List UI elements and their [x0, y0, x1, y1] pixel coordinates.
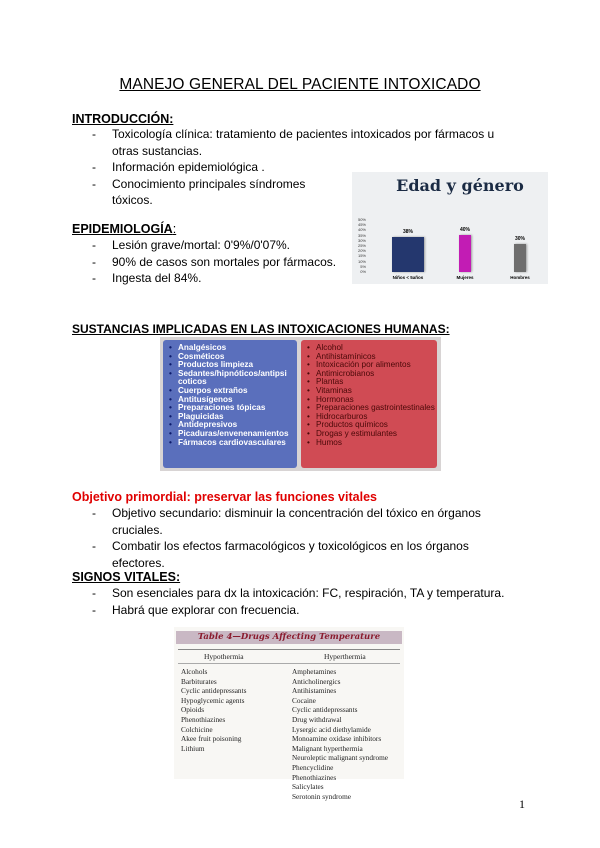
bar-value-label: 38% — [402, 229, 413, 236]
x-tick-label: Mujeres — [456, 275, 474, 280]
table-cell: Phencyclidine — [292, 762, 334, 772]
chart-card — [352, 172, 548, 284]
sustancia-item: • Intoxicación por alimentos — [307, 361, 437, 370]
y-tick-label: 20% — [357, 248, 366, 254]
table-rule — [178, 649, 400, 650]
table-cell: Lysergic acid diethylamide — [292, 724, 371, 734]
sustancia-item: • Antimicrobianos — [307, 370, 437, 379]
y-tick-label: 40% — [357, 227, 366, 233]
chart-plot-area — [374, 226, 544, 280]
table-col2-header: Hyperthermia — [324, 652, 366, 661]
bar — [392, 237, 424, 272]
sustancia-item: • Productos limpieza — [169, 361, 297, 370]
y-tick-label: 15% — [357, 253, 366, 259]
table-cell: Monoamine oxidase inhibitors — [292, 734, 382, 744]
sustancia-item: • Hidrocarburos — [307, 413, 437, 422]
table-cell: Opioids — [181, 705, 205, 715]
table-cell: Salicylates — [292, 782, 324, 792]
table-cell: Colchicine — [181, 724, 213, 734]
list-item: - Combatir los efectos farmacológicos y toxicológicos en los órganos efectores. — [92, 538, 512, 571]
sustancia-item: • Sedantes/hipnóticos/antipsi coticos — [169, 370, 297, 387]
list-item: - Objetivo secundario: disminuir la concentración del tóxico en órganos cruciales. — [92, 505, 512, 538]
sustancia-item: • Plaguicidas — [169, 413, 297, 422]
page-number: 1 — [519, 797, 525, 811]
bar-value-label: 40% — [459, 227, 470, 234]
x-tick-label: Hombres — [510, 275, 530, 280]
sustancia-item: • Preparaciones tópicas — [169, 404, 297, 413]
table-cell: Alcohols — [181, 667, 208, 676]
list-item: - Ingesta del 84%. — [92, 270, 352, 287]
table-cell: Akee fruit poisoning — [181, 734, 242, 744]
sustancia-item: • Antihistamínicos — [307, 353, 437, 362]
table-cell: Amphetamines — [292, 667, 337, 676]
sustancia-item: • Cuerpos extraños — [169, 387, 297, 396]
table-cell: Barbiturates — [181, 676, 217, 686]
sustancia-item: • Productos químicos — [307, 421, 437, 430]
sustancia-item: • Cosméticos — [169, 353, 297, 362]
y-tick-label: 30% — [357, 237, 366, 243]
sustancias-image — [160, 337, 441, 471]
bar-value-label: 30% — [514, 236, 525, 243]
list-item: - Información epidemiológica . — [92, 159, 512, 176]
table-cell: Anticholinergics — [292, 676, 341, 686]
sustancias-right-list — [301, 340, 437, 447]
intro-heading: INTRODUCCIÓN: — [72, 112, 174, 126]
sustancia-item: • Vitaminas — [307, 387, 437, 396]
page-title: MANEJO GENERAL DEL PACIENTE INTOXICADO — [119, 76, 481, 93]
sustancia-item: • Drogas y estimulantes — [307, 430, 437, 439]
sustancia-item: • Alcohol — [307, 344, 437, 353]
table-cell: Phenothiazines — [292, 772, 337, 782]
sustancias-heading: SUSTANCIAS IMPLICADAS EN LAS INTOXICACIONES HUMANAS: — [72, 322, 450, 336]
epidemiologia-heading: EPIDEMIOLOGÍA: — [72, 222, 177, 236]
list-item: - Son esenciales para dx la intoxicación: FC, respiración, TA y temperatura. — [92, 585, 532, 602]
sustancias-left-list — [163, 340, 297, 447]
sustancia-item: • Analgésicos — [169, 344, 297, 353]
table-cell: Drug withdrawal — [292, 714, 342, 724]
table-cell: Lithium — [181, 743, 205, 753]
table-cell: Phenothiazines — [181, 714, 226, 724]
objetivo-heading: Objetivo primordial: preservar las funciones vitales — [72, 490, 377, 504]
list-item: - Conocimiento principales síndromes tóxicos. — [92, 176, 312, 209]
sustancia-item: • Humos — [307, 439, 437, 448]
table-cell: Cocaine — [292, 695, 316, 705]
sustancia-item: • Hormonas — [307, 396, 437, 405]
table-cell: Serotonin syndrome — [292, 791, 351, 801]
table-rule — [178, 663, 400, 664]
list-item: - Habrá que explorar con frecuencia. — [92, 602, 532, 619]
sustancias-right-panel — [301, 340, 437, 468]
chart-y-axis — [352, 217, 368, 274]
sustancia-item: • Plantas — [307, 378, 437, 387]
list-item: - Toxicología clínica: tratamiento de pacientes intoxicados por fármacos u otras sustancias. — [92, 126, 512, 159]
bar — [514, 244, 526, 272]
epidemiologia-list — [92, 237, 352, 287]
table-cell: Neuroleptic malignant syndrome — [292, 753, 389, 763]
table-cell: Antihistamines — [292, 686, 337, 696]
sustancia-item: • Antitusígenos — [169, 396, 297, 405]
bar — [459, 235, 471, 272]
sustancia-item: • Picaduras/envenenamientos — [169, 430, 297, 439]
signos-heading: SIGNOS VITALES: — [72, 570, 181, 584]
table-cell: Cyclic antidepressants — [292, 705, 358, 715]
y-tick-label: 45% — [357, 222, 366, 228]
table-col1-header: Hypothermia — [204, 652, 244, 661]
table-cell: Cyclic antidepressants — [181, 686, 247, 696]
temperature-table-image — [174, 627, 404, 801]
y-tick-label: 5% — [360, 263, 366, 269]
sustancia-item: • Antidepresivos — [169, 421, 297, 430]
signos-list — [92, 585, 532, 618]
table-caption: Table 4—Drugs Affecting Temperature — [176, 631, 402, 644]
sustancia-item: • Fármacos cardiovasculares — [169, 439, 297, 448]
sustancias-left-panel — [163, 340, 297, 468]
y-tick-label: 0% — [360, 269, 366, 274]
table-col1 — [181, 667, 291, 753]
x-tick-label: Niños < 5años — [392, 275, 424, 280]
y-tick-label: 35% — [357, 232, 366, 238]
table-col2 — [292, 667, 402, 801]
list-item: - 90% de casos son mortales por fármacos. — [92, 254, 352, 271]
y-tick-label: 50% — [357, 217, 366, 222]
list-item: - Lesión grave/mortal: 0'9%/0'07%. — [92, 237, 352, 254]
sustancia-item: • Preparaciones gastrointestinales — [307, 404, 437, 413]
objetivo-list — [92, 505, 512, 571]
y-tick-label: 10% — [357, 258, 366, 264]
table-cell: Malignant hyperthermia — [292, 743, 363, 753]
chart-title: Edad y género — [396, 176, 524, 195]
y-tick-label: 25% — [357, 243, 366, 248]
table-cell: Hypoglycemic agents — [181, 695, 245, 705]
